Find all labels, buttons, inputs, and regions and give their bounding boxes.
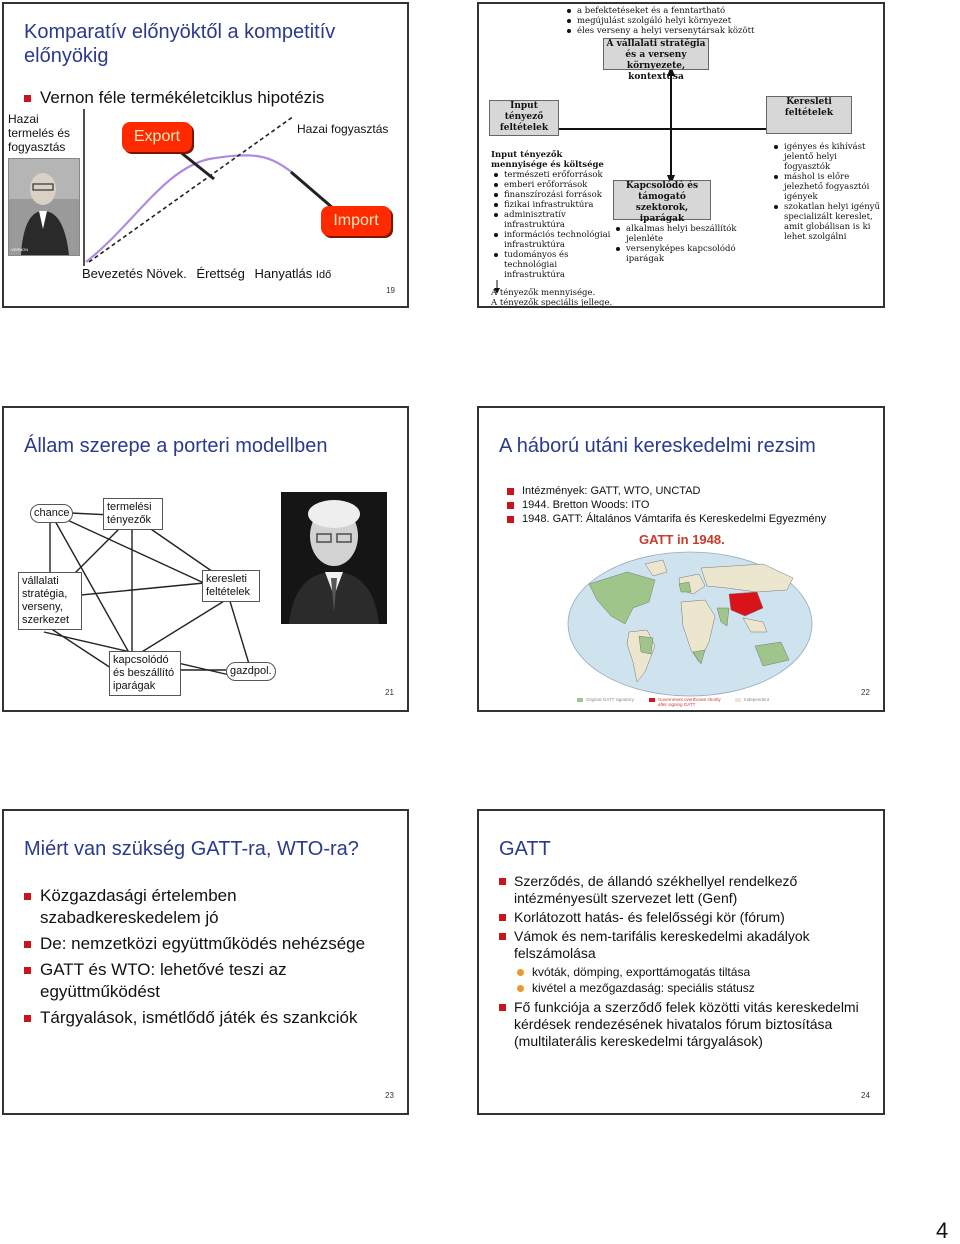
slide-20: [477, 2, 885, 308]
photo-porter: [281, 492, 387, 624]
slide-22-bullets: [507, 484, 882, 526]
page-number-19: 19: [386, 286, 395, 295]
demand-item: szokatlan helyi igényű specializált kereslet, amit globálisan is ki lehet szolgálni: [771, 202, 883, 242]
input-footer-2: A tényezők speciális jellege.: [491, 298, 613, 308]
sub-bullet-item: [517, 964, 881, 980]
page-number-22: 22: [861, 688, 870, 697]
map-title: GATT in 1948.: [639, 532, 725, 547]
bullet-item: [507, 484, 882, 498]
input-heading: Input tényezők mennyisége és költsége: [491, 150, 604, 170]
domestic-consumption-label: Hazai fogyasztás: [297, 122, 389, 136]
bullet-item: [499, 873, 881, 907]
bullet-item: [507, 512, 882, 526]
slide-19: [2, 2, 409, 308]
brazil: [639, 636, 653, 654]
sub-bullet-item: [517, 980, 881, 996]
bullet-text: kivétel a mezőgazdaság: speciális státusz: [532, 981, 755, 995]
bullet-item: [507, 498, 882, 512]
legend-swatch-signatory: [577, 698, 583, 702]
input-item: információs technológiai infrastruktúra: [491, 230, 619, 250]
slide-23: [2, 809, 409, 1115]
demand-conditions-box: Keresleti feltételek: [766, 96, 852, 134]
photo-caption: VERNON: [11, 247, 29, 252]
related-list: [613, 224, 743, 264]
bullet-text: Vernon féle termékéletciklus hipotézis: [40, 88, 325, 107]
input-item: adminisztratív infrastruktúra: [491, 210, 619, 230]
slide-23-title: Miért van szükség GATT-ra, WTO-ra?: [24, 838, 359, 860]
slide-22: [477, 406, 885, 712]
stage-growth: Növek.: [146, 266, 187, 281]
slide-19-title: Komparatív előnyöktől a kompetitív előnyökig: [24, 21, 336, 67]
import-label: Import: [333, 212, 379, 229]
bullet-item: [24, 933, 399, 955]
input-item: fizikai infrastruktúra: [491, 200, 619, 210]
slide-22-title: A háború utáni kereskedelmi rezsim: [499, 435, 816, 457]
top-item: megújulást szolgáló helyi környezet: [564, 16, 864, 26]
bullet-text: Fő funkciója a szerződő felek közötti vitás kereskedelmi kérdések rendezésének hivatalos fórum biztosítása (multilaterális kereskedelmi tárgyalások): [514, 999, 859, 1049]
top-environment-list: [564, 6, 864, 36]
import-arrow: [291, 172, 334, 209]
handout-page-number: 4: [936, 1218, 949, 1243]
bullet-item: [499, 909, 881, 926]
page-number-24: 24: [861, 1091, 870, 1100]
demand-item: máshol is előre jelezhető fogyasztói igények: [771, 172, 883, 202]
strategy-box: A vállalati stratégia és a verseny környezete, kontextusa: [603, 38, 709, 70]
related-item: versenyképes kapcsolódó iparágak: [613, 244, 743, 264]
input-item: tudományos és technológiai infrastruktúra: [491, 250, 619, 280]
slide-21: [2, 406, 409, 712]
related-sectors-box: Kapcsolódó és támogató szektorok, iparágak: [613, 180, 711, 220]
input-item: emberi erőforrások: [491, 180, 619, 190]
export-callout: [122, 122, 192, 152]
input-footer-1: A tényezők mennyisége.: [491, 288, 596, 298]
bullet-text: Szerződés, de állandó székhellyel rendelkező intézményesült szervezet lett (Genf): [514, 873, 798, 906]
bullet-text: 1948. GATT: Általános Vámtarifa és Kereskedelmi Egyezmény: [522, 513, 827, 525]
node-chance: chance: [30, 504, 73, 523]
production-curve: [86, 155, 294, 262]
input-conditions-box: Input tényező feltételek: [489, 100, 559, 136]
stage-introduction: Bevezetés: [82, 266, 143, 281]
node-related-industries: kapcsolódó és beszállító iparágak: [109, 651, 181, 696]
input-factor-list: [491, 170, 619, 280]
bullet-text: Vámok és nem-tarifális kereskedelmi akadályok felszámolása: [514, 928, 810, 961]
bullet-text: 1944. Bretton Woods: ITO: [522, 499, 650, 511]
bullet-item: [24, 885, 399, 929]
related-item: alkalmas helyi beszállítók jelenléte: [613, 224, 743, 244]
bullet-text: De: nemzetközi együttműködés nehézsége: [40, 934, 366, 953]
x-axis-labels: [82, 266, 382, 281]
bullet-text: Intézmények: GATT, WTO, UNCTAD: [522, 485, 701, 497]
node-firm-strategy: vállalati stratégia, verseny, szerkezet: [18, 572, 82, 630]
bullet-text: Tárgyalások, ismétlődő játék és szankciók: [40, 1008, 358, 1027]
bullet-text: Korlátozott hatás- és felelősségi kör (fórum): [514, 909, 785, 925]
western-europe: [679, 582, 691, 592]
page-number-23: 23: [385, 1091, 394, 1100]
node-demand-conditions: keresleti feltételek: [202, 570, 260, 602]
gatt-world-map: [567, 550, 813, 698]
slide-23-bullets: [24, 885, 399, 1029]
demand-item: igényes és kihívást jelentő helyi fogyasztók: [771, 142, 883, 172]
life-cycle-chart: [4, 4, 409, 308]
legend-independent: Independent: [744, 697, 770, 702]
home-label: Hazai termelés és fogyasztás: [8, 112, 71, 154]
bullet-text: kvóták, dömping, exporttámogatás tiltása: [532, 965, 751, 979]
bullet-item: [499, 928, 881, 962]
input-item: természeti erőforrások: [491, 170, 619, 180]
bullet-item: [24, 959, 399, 1003]
page-number-21: 21: [385, 688, 394, 697]
bullet-item: [24, 1007, 399, 1029]
legend-swatch-overthrown: [649, 698, 655, 702]
slide-24: [477, 809, 885, 1115]
stage-decline: Hanyatlás: [254, 266, 313, 281]
top-item: éles verseny a helyi versenytársak között: [564, 26, 864, 36]
legend-signatory: Original GATT signatory: [586, 697, 634, 702]
legend-overthrown: Government overthrown shortly after signing GATT: [658, 697, 721, 707]
slide-21-title: Állam szerepe a porteri modellben: [24, 435, 328, 457]
stage-maturity: Érettség: [196, 266, 245, 281]
bullet-text: Közgazdasági értelemben szabadkereskedelem jó: [40, 886, 237, 927]
demand-list: [771, 142, 883, 242]
axis-time: Idő: [315, 269, 332, 281]
node-government-policy: gazdpol.: [226, 662, 276, 681]
import-callout: [321, 206, 391, 236]
slide-24-bullets: [499, 873, 881, 1050]
top-item: a befektetéseket és a fenntartható: [564, 6, 864, 16]
node-factor-conditions: termelési tényezők: [103, 498, 163, 530]
bullet-item: [499, 999, 881, 1050]
export-label: Export: [133, 128, 181, 145]
input-item: finanszírozási források: [491, 190, 619, 200]
portrait-image: [281, 492, 387, 624]
bullet-text: GATT és WTO: lehetővé teszi az együttműködést: [40, 960, 287, 1001]
slide-24-title: GATT: [499, 838, 551, 860]
legend-swatch-independent: [735, 698, 741, 702]
